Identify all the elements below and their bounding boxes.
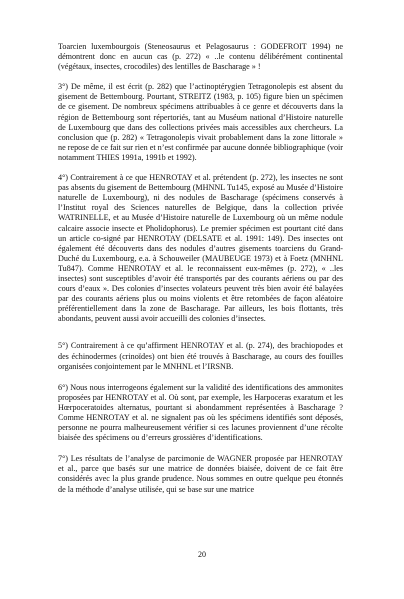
page-number: 20 bbox=[198, 550, 206, 559]
paragraph-4: 5°) Contrairement à ce qu’affirment HENROTAY et al. (p. 274), des brachiopodes et des échinodermes (crinoïdes) ont bien été trouvés à Bascharage, au cours des fouilles organisées conjointement par le MNHNL et l’IRSNB. bbox=[58, 341, 343, 371]
paragraph-1: Toarcien luxembourgois (Steneosaurus et Pelagosaurus : GODEFROIT 1994) ne démontrent donc en aucun cas (p. 272) « ..le contenu délibérément continental (végétaux, insectes, crocodiles) des lentilles de Bascharage » ! bbox=[58, 42, 343, 72]
document-body bbox=[58, 42, 343, 495]
paragraph-2: 3°) De même, il est écrit (p. 282) que l’actinoptérygien Tetragonolepis est absent du gisement de Bettembourg. Pourtant, STREITZ (1983, p. 105) figure bien un spécimen de ce gisement. De nombreux spécimens attribuables à ce genre et découverts dans la région de Bettembourg sont répertoriés, tant au Muséum national d’Histoire naturelle de Luxembourg que dans des collections privées mais accessibles aux chercheurs. La conclusion que (p. 282) « Tetragonolepis vivait probablement dans la zone littorale » ne repose de ce fait sur rien et n’est confirmée par aucune donnée bibliographique (voir notamment THIES 1991a, 1991b et 1992). bbox=[58, 82, 343, 162]
paragraph-6: 7°) Les résultats de l’analyse de parcimonie de WAGNER proposée par HENROTAY et al., parce que basés sur une matrice de données biaisée, doivent de ce fait être considérés avec la plus grande prudence. Nous sommes en outre quelque peu étonnés de la méthode d’analyse utilisée, qui se base sur une matrice bbox=[58, 454, 343, 494]
paragraph-5: 6°) Nous nous interrogeons également sur la validité des identifications des ammonites proposées par HENROTAY et al. Où sont, par exemple, les Harpoceras exaratum et les Hœrpoceratoides alternatus, pourtant si abondamment représentées à Bascharage ? Comme HENROTAY et al. ne signalent pas où les spécimens identifiés sont déposés, personne ne pourra malheureusement vérifier si ces lacunes proviennent d’une récolte biaisée des spécimens ou d’erreurs grossières d’identifications. bbox=[58, 382, 343, 443]
paragraph-3: 4°) Contrairement à ce que HENROTAY et al. prétendent (p. 272), les insectes ne sont pas absents du gisement de Bettembourg (MHNNL Tu145, exposé au Musée d’Histoire naturelle de Luxembourg), ni des nodules de Bascharage (spécimens conservés à l’Institut royal des Sciences naturelles de Belgique, dans la collection privée WATRINELLE, et au Musée d’Histoire naturelle de Luxembourg où un même nodule calcaire associe insecte et Pholidophorus). Le premier spécimen est pourtant cité dans un article co-signé par HENROTAY (DELSATE et al. 1991: 149). Des insectes ont également été découverts dans des nodules d’autres gisements toarciens du Grand-Duché du Luxembourg, e.a. à Schouweiler (MAUBEUGE 1973) et à Foetz (MNHNL Tu847). Comme HENROTAY et al. le reconnaissent eux-mêmes (p. 272), « ..les insectes) sont susceptibles d’avoir été transportés par des courants aériens ou par des cours d’eaux ». Des colonies d’insectes volateurs peuvent très bien avoir été balayées par des courants aériens plus ou moins violents et être retombées de façon aléatoire préférentiellement dans la zone de Bascharage. Par ailleurs, les bois flottants, très abondants, peuvent aussi avoir accueilli des colonies d’insectes. bbox=[58, 173, 343, 324]
